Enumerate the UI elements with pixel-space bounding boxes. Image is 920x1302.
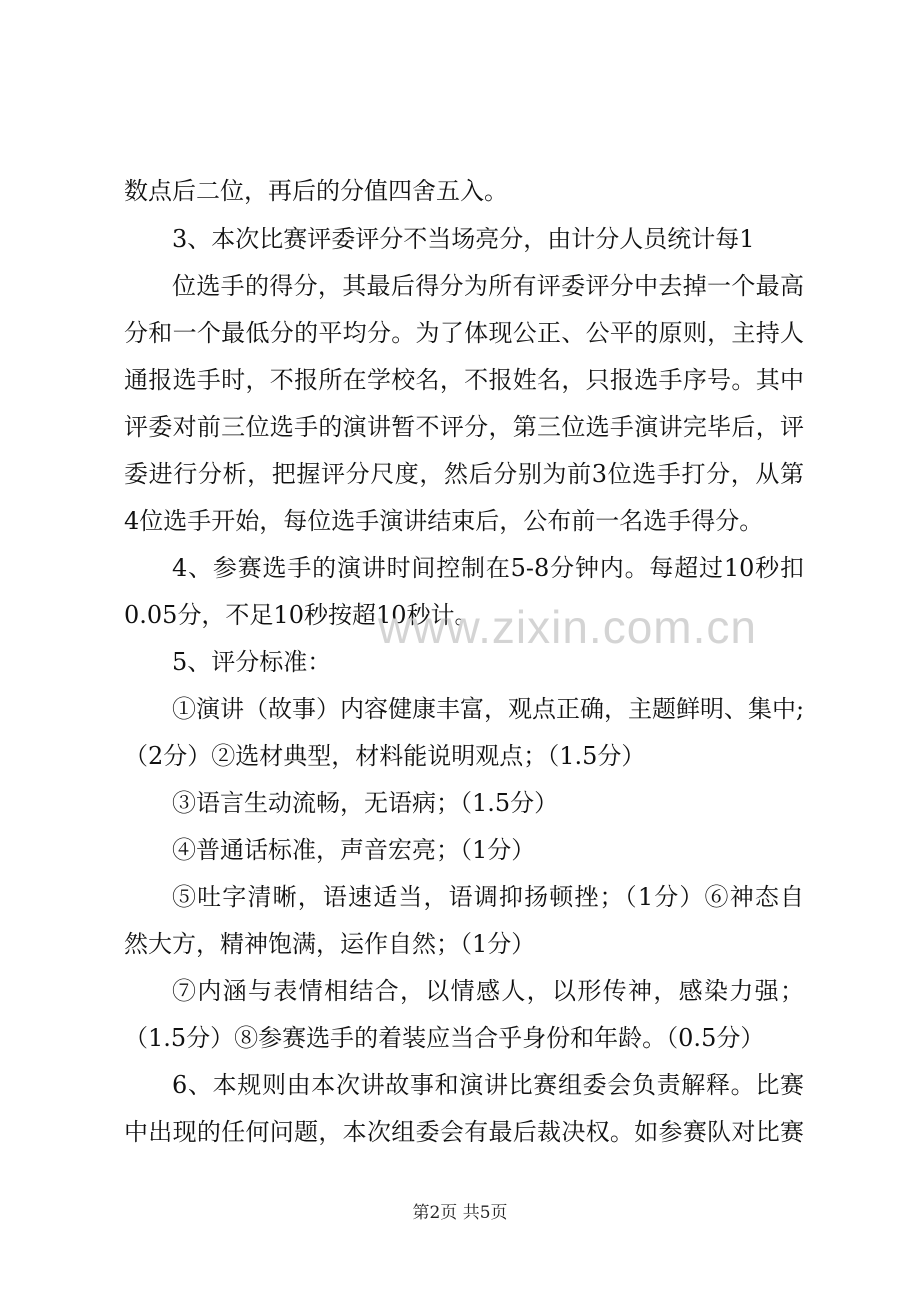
text-line: 4位选手开始，每位选手演讲结束后，公布前一名选手得分。 <box>124 507 764 535</box>
text-line: 委进行分析，把握评分尺度，然后分别为前3位选手打分，从第 <box>124 460 804 488</box>
text-line: ③语言生动流畅，无语病；（1.5分） <box>172 789 559 817</box>
text-line: （2分）②选材典型，材料能说明观点；（1.5分） <box>124 742 646 770</box>
text-line: 然大方，精神饱满，运作自然；（1分） <box>124 930 536 958</box>
page-footer: 第2页 共5页 <box>412 1203 508 1223</box>
watermark: www.zixin.com.cn <box>378 601 757 653</box>
text-line: 中出现的任何问题，本次组委会有最后裁决权。如参赛队对比赛 <box>124 1118 804 1146</box>
text-line: 通报选手时，不报所在学校名，不报姓名，只报选手序号。其中 <box>124 366 804 394</box>
text-line: 分和一个最低分的平均分。为了体现公正、公平的原则，主持人 <box>124 319 804 347</box>
text-line: （1.5分）⑧参赛选手的着装应当合乎身份和年龄。（0.5分） <box>124 1024 765 1052</box>
text-line: ④普通话标准，声音宏亮；（1分） <box>172 836 536 864</box>
text-line: 6、本规则由本次讲故事和演讲比赛组委会负责解释。比赛 <box>172 1071 804 1099</box>
text-line: 3、本次比赛评委评分不当场亮分，由计分人员统计每1 <box>172 225 755 253</box>
text-line: 0.05分，不足10秒按超10秒计。 <box>124 601 479 629</box>
text-line: 4、参赛选手的演讲时间控制在5-8分钟内。每超过10秒扣 <box>172 554 804 582</box>
text-line: ⑦内涵与表情相结合，以情感人，以形传神，感染力强； <box>172 977 804 1005</box>
text-line: ⑤吐字清晰，语速适当，语调抑扬顿挫；（1分）⑥神态自 <box>172 883 804 911</box>
text-line: 评委对前三位选手的演讲暂不评分，第三位选手演讲完毕后，评 <box>124 413 804 441</box>
text-line: ①演讲（故事）内容健康丰富，观点正确，主题鲜明、集中; <box>172 695 805 723</box>
text-line: 位选手的得分，其最后得分为所有评委评分中去掉一个最高 <box>172 272 804 300</box>
text-line: 数点后二位，再后的分值四舍五入。 <box>124 177 508 205</box>
text-line: 5、评分标准： <box>172 648 332 676</box>
